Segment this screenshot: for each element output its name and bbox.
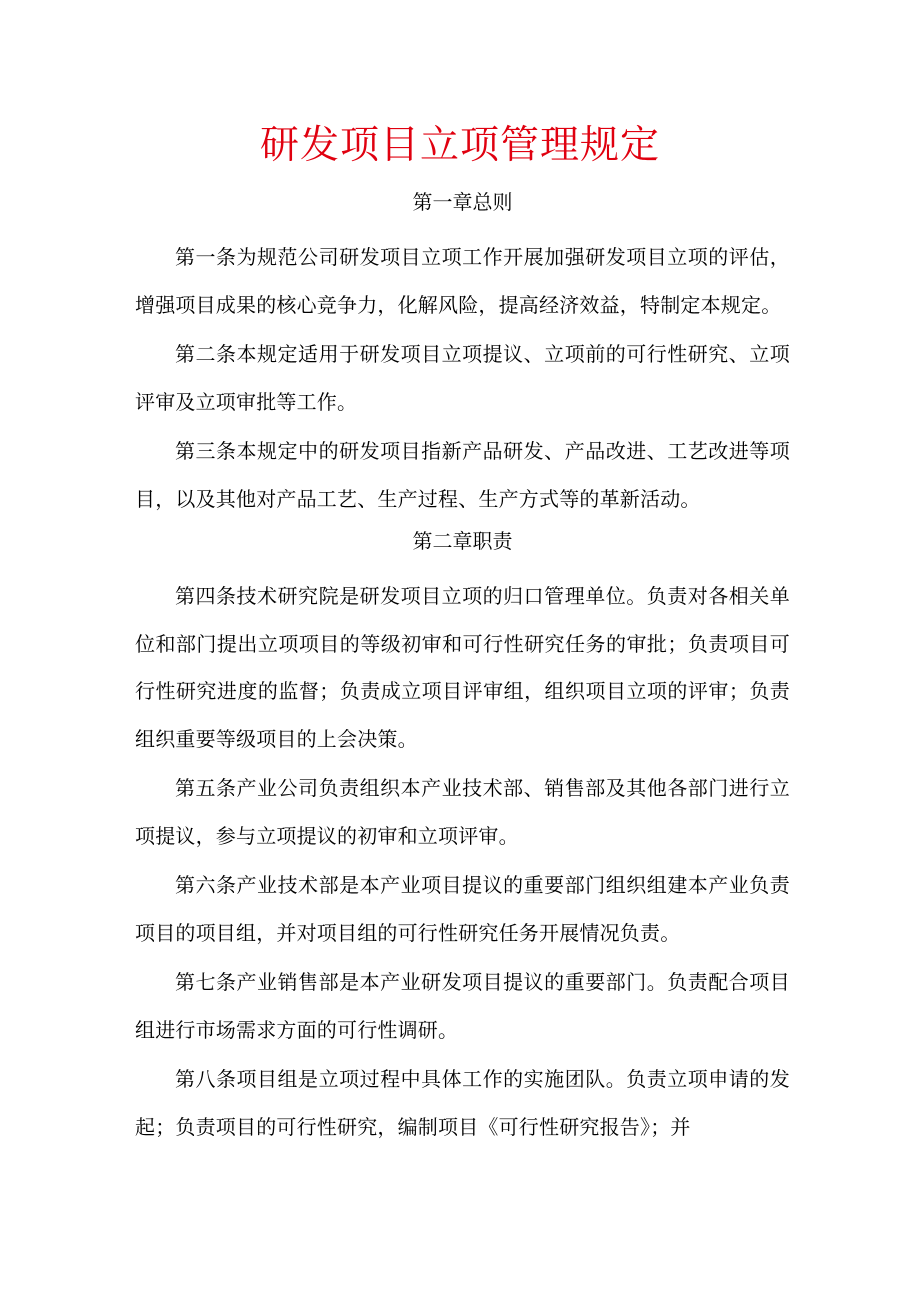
article-3: 第三条本规定中的研发项目指新产品研发、产品改进、工艺改进等项目，以及其他对产品工艺、生产过程、生产方式等的革新活动。 [135,439,790,511]
article-4: 第四条技术研究院是研发项目立项的归口管理单位。负责对各相关单位和部门提出立项项目的等级初审和可行性研究任务的审批；负责项目可行性研究进度的监督；负责成立项目评审组，组织项目立项的评审；负责组织重要等级项目的上会决策。 [135,584,790,751]
article-8: 第八条项目组是立项过程中具体工作的实施团队。负责立项申请的发起；负责项目的可行性研究，编制项目《可行性研究报告》；并 [135,1067,790,1139]
article-6: 第六条产业技术部是本产业项目提议的重要部门组织组建本产业负责项目的项目组，并对项目组的可行性研究任务开展情况负责。 [135,873,790,945]
article-5: 第五条产业公司负责组织本产业技术部、销售部及其他各部门进行立项提议，参与立项提议的初审和立项评审。 [135,776,790,848]
article-2: 第二条本规定适用于研发项目立项提议、立项前的可行性研究、立项评审及立项审批等工作。 [135,342,790,414]
document-body [135,186,790,1153]
chapter-heading-1: 第一章总则 [412,190,513,214]
document-title: 研发项目立项管理规定 [259,123,660,168]
article-7: 第七条产业销售部是本产业研发项目提议的重要部门。负责配合项目组进行市场需求方面的可行性调研。 [135,970,790,1042]
article-1: 第一条为规范公司研发项目立项工作开展加强研发项目立项的评估，增强项目成果的核心竞争力，化解风险，提高经济效益，特制定本规定。 [135,245,790,317]
chapter-heading-2: 第二章职责 [412,529,513,553]
